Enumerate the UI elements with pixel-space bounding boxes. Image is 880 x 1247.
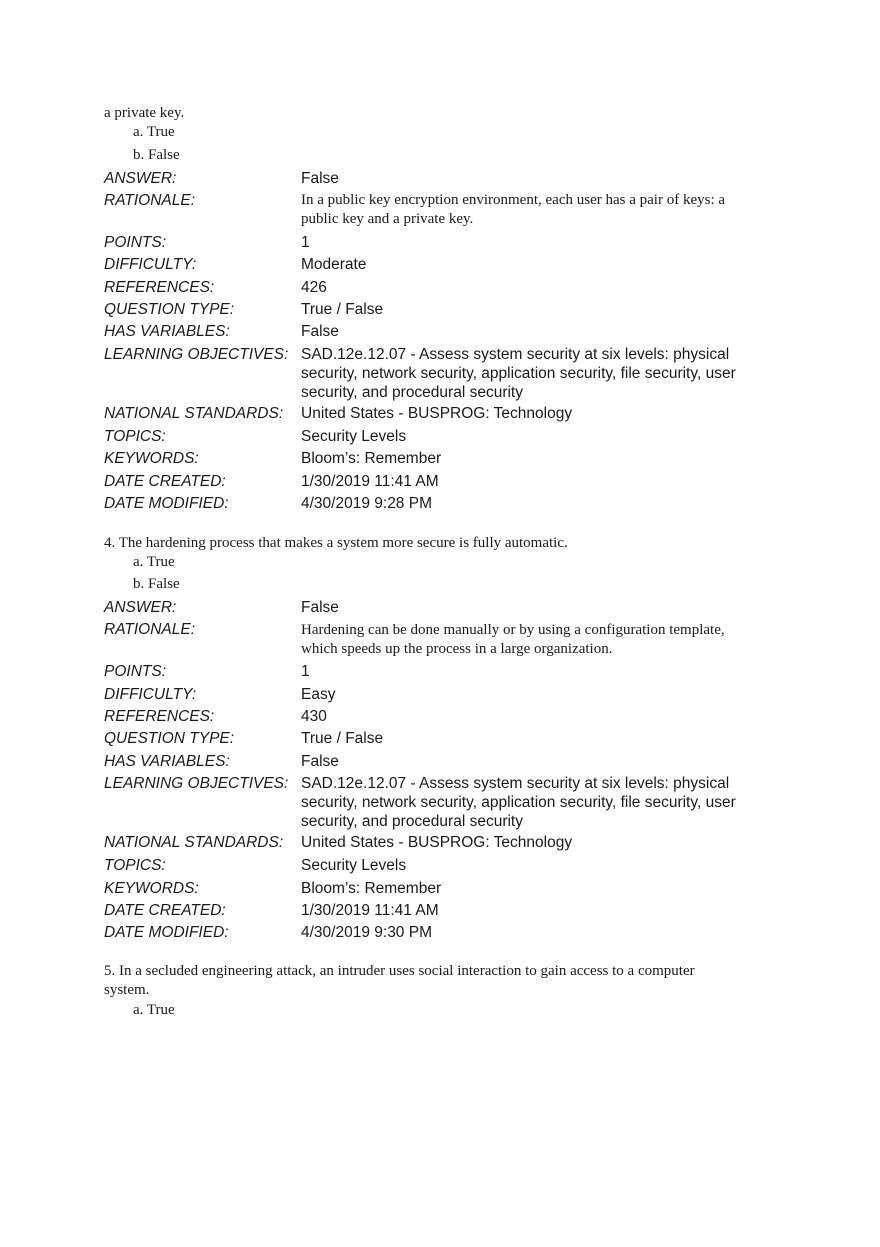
choice-b: b. False xyxy=(133,147,180,163)
has-variables-value: False xyxy=(301,323,339,340)
q4-keywords-value: Bloom’s: Remember xyxy=(301,880,442,897)
q4-date-created-label: DATE CREATED: xyxy=(104,902,226,919)
points-value: 1 xyxy=(301,234,310,251)
q4-rationale-value: Hardening can be done manually or by using a configuration template, which speeds up the process in a large organization. xyxy=(301,622,725,657)
q4-references-value: 430 xyxy=(301,708,327,725)
topics-value: Security Levels xyxy=(301,428,407,445)
keywords-label: KEYWORDS: xyxy=(104,450,199,467)
q4-question-type-label: QUESTION TYPE: xyxy=(104,730,235,747)
q4-national-standards-value: United States - BUSPROG: Technology xyxy=(301,834,573,851)
q4-answer-value: False xyxy=(301,599,339,616)
q4-choice-b: b. False xyxy=(133,576,180,592)
question-type-value: True / False xyxy=(301,301,384,318)
learning-objectives-value: SAD.12e.12.07 - Assess system security at six levels: physical security, network security, application security, file security, user security, and procedural security xyxy=(301,346,736,401)
q4-keywords-label: KEYWORDS: xyxy=(104,880,199,897)
rationale-value: In a public key encryption environment, each user has a pair of keys: a public key and a private key. xyxy=(301,192,726,227)
q4-has-variables-value: False xyxy=(301,753,339,770)
q4-answer-label: ANSWER: xyxy=(104,599,177,616)
q4-difficulty-value: Easy xyxy=(301,686,336,703)
date-created-label: DATE CREATED: xyxy=(104,473,226,490)
q4-points-value: 1 xyxy=(301,663,310,680)
points-label: POINTS: xyxy=(104,234,167,251)
q4-learning-objectives-label: LEARNING OBJECTIVES: xyxy=(104,775,289,792)
date-modified-label: DATE MODIFIED: xyxy=(104,495,229,512)
q5-choice-a: a. True xyxy=(133,1002,175,1018)
question-type-label: QUESTION TYPE: xyxy=(104,301,235,318)
q4-date-created-value: 1/30/2019 11:41 AM xyxy=(301,902,439,919)
has-variables-label: HAS VARIABLES: xyxy=(104,323,230,340)
learning-objectives-label: LEARNING OBJECTIVES: xyxy=(104,346,289,363)
difficulty-value: Moderate xyxy=(301,256,367,273)
national-standards-label: NATIONAL STANDARDS: xyxy=(104,405,284,422)
references-value: 426 xyxy=(301,279,327,296)
answer-value: False xyxy=(301,170,339,187)
q4-topics-label: TOPICS: xyxy=(104,857,166,874)
topics-label: TOPICS: xyxy=(104,428,166,445)
q4-choice-a: a. True xyxy=(133,554,175,570)
q4-references-label: REFERENCES: xyxy=(104,708,215,725)
question-continuation: a private key. xyxy=(104,105,185,121)
question-5-text-line-1: 5. In a secluded engineering attack, an intruder uses social interaction to gain access to a computer xyxy=(104,963,695,979)
choice-a: a. True xyxy=(133,124,175,140)
national-standards-value: United States - BUSPROG: Technology xyxy=(301,405,573,422)
date-modified-value: 4/30/2019 9:28 PM xyxy=(301,495,432,512)
answer-label: ANSWER: xyxy=(104,170,177,187)
question-5-text-line-2: system. xyxy=(104,982,150,998)
references-label: REFERENCES: xyxy=(104,279,215,296)
difficulty-label: DIFFICULTY: xyxy=(104,256,197,273)
q4-difficulty-label: DIFFICULTY: xyxy=(104,686,197,703)
q4-rationale-label: RATIONALE: xyxy=(104,621,196,638)
q4-learning-objectives-value: SAD.12e.12.07 - Assess system security at six levels: physical security, network security, application security, file security, user security, and procedural security xyxy=(301,775,736,830)
date-created-value: 1/30/2019 11:41 AM xyxy=(301,473,439,490)
q4-date-modified-value: 4/30/2019 9:30 PM xyxy=(301,924,432,941)
q4-points-label: POINTS: xyxy=(104,663,167,680)
q4-topics-value: Security Levels xyxy=(301,857,407,874)
keywords-value: Bloom’s: Remember xyxy=(301,450,442,467)
rationale-label: RATIONALE: xyxy=(104,192,196,209)
q4-date-modified-label: DATE MODIFIED: xyxy=(104,924,229,941)
q4-has-variables-label: HAS VARIABLES: xyxy=(104,753,230,770)
q4-question-type-value: True / False xyxy=(301,730,384,747)
question-4-text: 4. The hardening process that makes a system more secure is fully automatic. xyxy=(104,535,568,551)
q4-national-standards-label: NATIONAL STANDARDS: xyxy=(104,834,284,851)
